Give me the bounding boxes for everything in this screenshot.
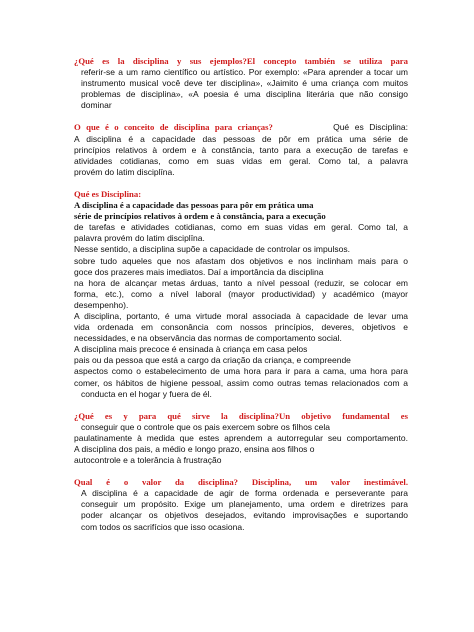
section-conceito-criancas <box>74 122 408 177</box>
paragraph-line: aspectos como o estabelecimento de uma hora para ir para a cama, uma hora para <box>74 366 408 377</box>
paragraph-line: provém do latim disciplīna. <box>74 166 175 177</box>
paragraph-line: necessidades, e na observância das normas de comportamento social. <box>74 333 342 344</box>
section-heading: ¿Qué es la disciplina y sus ejemplos?El concepto también se utiliza para <box>74 56 408 66</box>
paragraph-line: conseguir um propósito. Exige um planejamento, uma ordem e diretrizes para <box>81 499 408 510</box>
paragraph-line: autocontrole e a tolerância à frustração <box>74 455 222 466</box>
paragraph-line: desempenho). <box>74 299 129 310</box>
section-heading: Qué es Disciplina: <box>74 188 142 199</box>
paragraph-line: na hora de alcançar metas árduas, tanto a nível pessoal (reduzir, se colocar em <box>74 277 408 288</box>
paragraph-line: problemas de disciplina», «A poesia é uma disciplina literária que não consigo <box>81 89 408 100</box>
paragraph-line: A disciplina dos pais, a médio e longo prazo, ensina aos filhos o <box>74 444 315 454</box>
paragraph-line: conducta en el hogar y fuera de él. <box>81 388 212 399</box>
paragraph-line: atividades cotidianas, como em suas vidas em geral. Como tal, a palavra <box>74 155 408 166</box>
paragraph-line: instrumento musical você deve ter disciplina», «Jaimito é uma criança com muitos <box>81 78 408 89</box>
paragraph-line: goce dos prazeres mais imediatos. Daí a importância da disciplina <box>74 266 324 277</box>
paragraph-line: vida ordenada em consonância com nossos princípios, deveres, objetivos e <box>74 322 408 333</box>
section-heading-trail: Qué es Disciplina: <box>333 122 408 133</box>
bold-line: série de princípios relativos à ordem e à constância, para a execução <box>74 211 326 222</box>
paragraph-line: A disciplina é a capacidade das pessoas de pôr em prática uma série de <box>74 133 408 144</box>
paragraph-line: A disciplina, portanto, é uma virtude moral associada à capacidade de levar uma <box>74 310 408 321</box>
section-que-es-disciplina <box>74 189 408 400</box>
paragraph-line: comer, os hábitos de higiene pessoal, assim como outras temas relacionados com a <box>74 377 408 388</box>
paragraph-line: poder alcançar os objetivos desejados, evitando improvisações e suportando <box>81 510 408 521</box>
section-disciplina-ejemplos <box>74 56 408 111</box>
paragraph-line: com todos os sacrifícios que isso ocasiona. <box>81 521 245 532</box>
paragraph-line: A disciplina mais precoce é ensinada à criança em casa pelos <box>74 344 308 355</box>
paragraph-line: paulatinamente à medida que estes aprendem a autorregular seu comportamento. <box>74 432 408 443</box>
paragraph-line: Nesse sentido, a disciplina supõe a capacidade de controlar os impulsos. <box>74 244 350 255</box>
section-para-que-sirve <box>74 411 408 466</box>
section-heading-row <box>74 122 408 133</box>
section-heading: ¿Qué es y para qué sirve la disciplina?Un objetivo fundamental es <box>74 410 408 421</box>
paragraph-line: sobre tudo aqueles que nos afastam dos objetivos e nos inclinham mais para o <box>74 255 408 266</box>
paragraph-line: dominar <box>81 100 112 111</box>
section-valor-disciplina <box>74 477 408 532</box>
document-body <box>74 56 408 533</box>
section-heading: O que é o conceito de disciplina para crianças? <box>74 122 273 133</box>
paragraph-line: palavra provém do latim disciplīna. <box>74 233 205 244</box>
paragraph-line: referir-se a um ramo científico ou artístico. Por exemplo: «Para aprender a tocar um <box>81 67 408 78</box>
section-heading: Qual é o valor da disciplina? Disciplina, um valor inestimável. <box>74 477 408 488</box>
paragraph-line: A disciplina é a capacidade de agir de forma ordenada e perseverante para <box>81 488 408 499</box>
paragraph-line: pais ou da pessoa que está a cargo da criação da criança, e compreende <box>74 355 351 366</box>
paragraph-line: forma, etc.), como a nível laboral (mayor productividad) y académico (mayor <box>74 288 408 299</box>
paragraph-line: de tarefas e atividades cotidianas, como em suas vidas em geral. Como tal, a <box>74 222 408 233</box>
paragraph-line: princípios relativos à ordem e à constância, tanto para a execução de tarefas e <box>74 144 408 155</box>
bold-line: A disciplina é a capacidade das pessoas para pôr em prática uma <box>74 200 314 211</box>
paragraph-line: conseguir que o controle que os pais exercem sobre os filhos cela <box>81 421 331 432</box>
